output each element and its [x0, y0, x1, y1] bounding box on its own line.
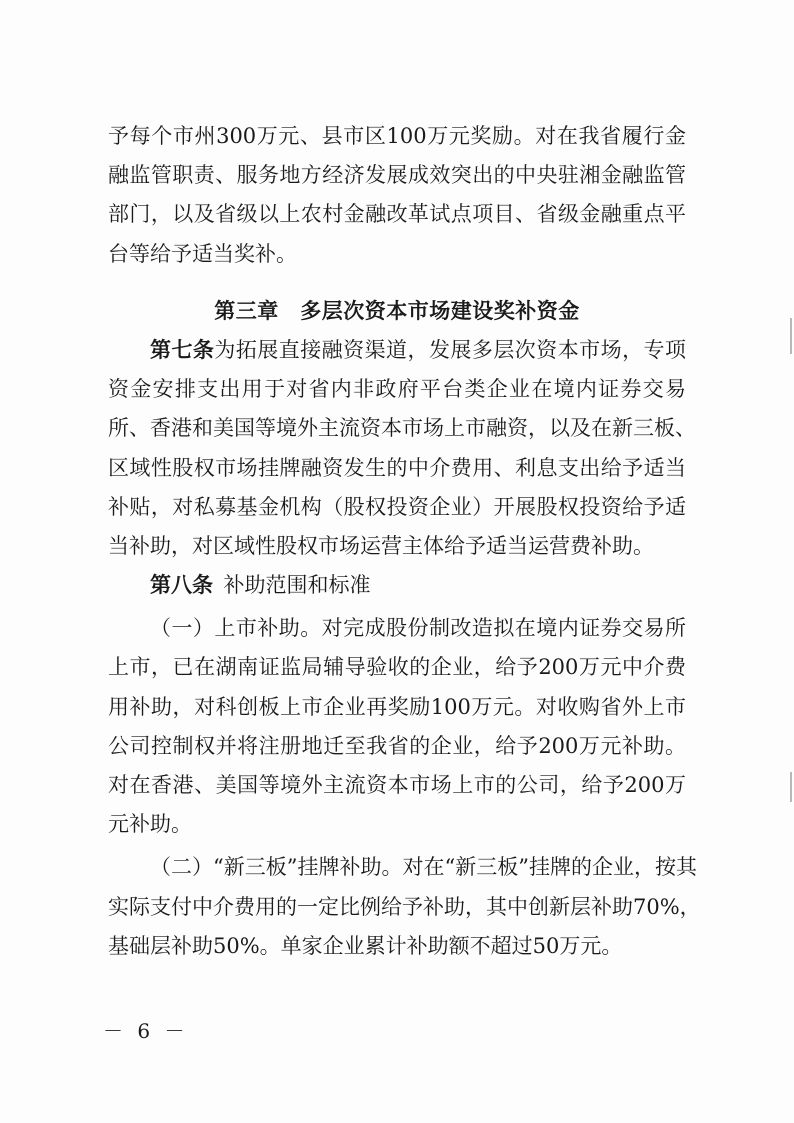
- text-line: 予每个市州300万元、县市区100万元奖励。对在我省履行金: [108, 124, 686, 148]
- article-8-title: 第八条: [150, 573, 213, 598]
- text-line: [108, 566, 686, 605]
- text-line: 区域性股权市场挂牌融资发生的中介费用、利息支出给予适当: [108, 455, 686, 480]
- text-line: （一）上市补助。对完成股份制改造拟在境内证券交易所: [150, 616, 686, 641]
- page-number: － 6 －: [103, 1019, 189, 1043]
- text-line: 当补助，对区域性股权市场运营主体给予适当运营费补助。: [108, 533, 654, 558]
- scan-edge-mark: [790, 772, 792, 802]
- article-8-text: 补助范围和标准: [223, 573, 371, 598]
- text-line: 资金安排支出用于对省内非政府平台类企业在境内证券交易: [108, 377, 686, 402]
- scan-edge-mark: [790, 318, 792, 354]
- text-line: 上市，已在湖南证监局辅导验收的企业，给予200万元中介费: [108, 655, 686, 680]
- article-7: [108, 331, 696, 566]
- text-line: 公司控制权并将注册地迁至我省的企业，给予200万元补助。: [108, 733, 686, 758]
- text-line: （二）“新三板”挂牌补助。对在“新三板”挂牌的企业，按其: [150, 855, 697, 880]
- text-line: 对在香港、美国等境外主流资本市场上市的公司，给予200万: [108, 773, 686, 797]
- article-8: [108, 566, 686, 605]
- text-line: 用补助，对科创板上市企业再奖励100万元。对收购省外上市: [108, 694, 686, 719]
- text-line: 所、香港和美国等境外主流资本市场上市融资，以及在新三板、: [108, 416, 696, 441]
- text-line: 融监管职责、服务地方经济发展成效突出的中央驻湘金融监管: [108, 163, 686, 188]
- text-line: 部门，以及省级以上农村金融改革试点项目、省级金融重点平: [108, 202, 686, 227]
- text-line: 实际支付中介费用的一定比例给予补助，其中创新层补助70%，: [108, 894, 701, 919]
- item-1-listing-subsidy: [108, 609, 686, 844]
- article-7-title: 第七条: [150, 337, 215, 362]
- article-7-text: 为拓展直接融资渠道，发展多层次资本市场，专项: [214, 337, 686, 362]
- continued-paragraph: [108, 117, 686, 274]
- spacer: [108, 274, 686, 292]
- text-line: [108, 331, 686, 370]
- item-2-neeq-subsidy: [108, 848, 701, 966]
- chapter-heading: 第三章 多层次资本市场建设奖补资金: [214, 298, 580, 323]
- text-line: 元补助。: [108, 812, 192, 837]
- page-body: [108, 117, 701, 966]
- text-line: 补贴，对私募基金机构（股权投资企业）开展股权投资给予适: [108, 494, 686, 519]
- text-line: 台等给予适当奖补。: [108, 241, 297, 266]
- text-line: 基础层补助50%。单家企业累计补助额不超过50万元。: [108, 933, 623, 958]
